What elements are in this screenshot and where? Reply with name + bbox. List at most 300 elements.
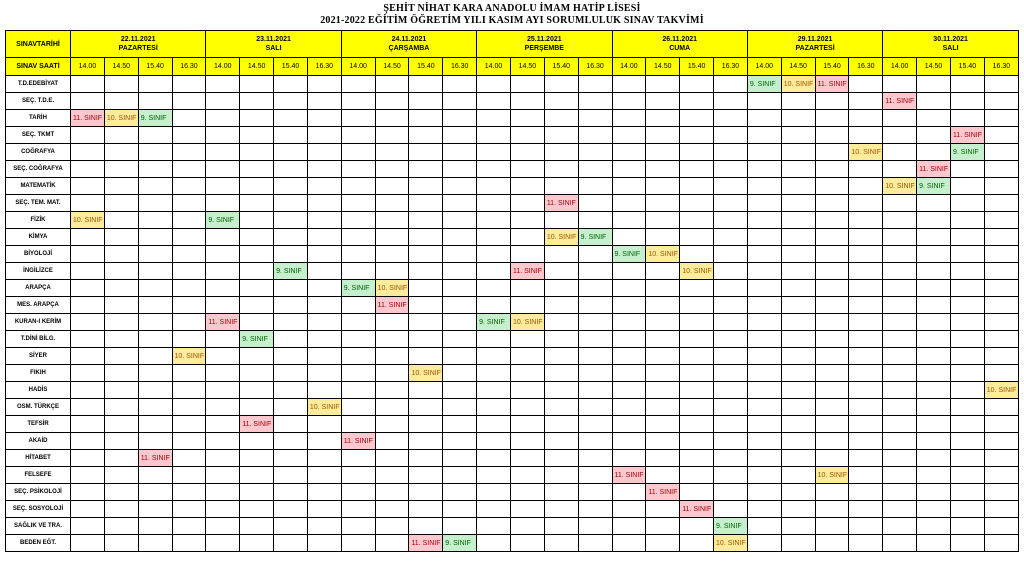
date-header-label: SINAVTARİHİ (6, 31, 71, 58)
exam-day: PERŞEMBE (524, 45, 564, 52)
empty-cell (138, 331, 172, 348)
empty-cell (510, 110, 544, 127)
empty-cell (477, 382, 511, 399)
empty-cell (680, 195, 714, 212)
empty-cell (138, 314, 172, 331)
table-row (6, 110, 1019, 127)
time-header-cell: 14.50 (646, 58, 680, 76)
subject-name: T.DİNİ BİLG. (6, 331, 71, 348)
exam-cell: 11. SINIF (612, 467, 646, 484)
empty-cell (104, 144, 138, 161)
empty-cell (815, 484, 849, 501)
table-row (6, 399, 1019, 416)
empty-cell (443, 144, 477, 161)
empty-cell (849, 518, 883, 535)
empty-cell (815, 212, 849, 229)
empty-cell (172, 93, 206, 110)
empty-cell (240, 518, 274, 535)
empty-cell (274, 484, 308, 501)
empty-cell (747, 280, 781, 297)
empty-cell (206, 501, 240, 518)
empty-cell (815, 195, 849, 212)
empty-cell (104, 246, 138, 263)
empty-cell (984, 518, 1018, 535)
empty-cell (849, 331, 883, 348)
empty-cell (815, 297, 849, 314)
empty-cell (714, 76, 748, 93)
empty-cell (172, 297, 206, 314)
empty-cell (477, 535, 511, 552)
empty-cell (341, 178, 375, 195)
empty-cell (71, 365, 105, 382)
exam-cell: 11. SINIF (206, 314, 240, 331)
empty-cell (172, 314, 206, 331)
empty-cell (849, 484, 883, 501)
exam-cell: 11. SINIF (341, 433, 375, 450)
empty-cell (815, 144, 849, 161)
empty-cell (104, 416, 138, 433)
exam-cell: 10. SINIF (71, 212, 105, 229)
empty-cell (612, 127, 646, 144)
empty-cell (510, 416, 544, 433)
empty-cell (917, 297, 951, 314)
empty-cell (138, 297, 172, 314)
time-header-cell: 16.30 (849, 58, 883, 76)
empty-cell (984, 161, 1018, 178)
empty-cell (274, 348, 308, 365)
empty-cell (747, 501, 781, 518)
empty-cell (950, 76, 984, 93)
empty-cell (781, 127, 815, 144)
empty-cell (375, 314, 409, 331)
empty-cell (781, 518, 815, 535)
empty-cell (917, 365, 951, 382)
empty-cell (950, 450, 984, 467)
empty-cell (443, 246, 477, 263)
empty-cell (443, 263, 477, 280)
empty-cell (138, 348, 172, 365)
empty-cell (274, 246, 308, 263)
empty-cell (849, 314, 883, 331)
empty-cell (917, 263, 951, 280)
empty-cell (206, 178, 240, 195)
empty-cell (747, 382, 781, 399)
empty-cell (341, 314, 375, 331)
empty-cell (849, 161, 883, 178)
exam-cell: 11. SINIF (409, 535, 443, 552)
empty-cell (646, 501, 680, 518)
empty-cell (104, 127, 138, 144)
empty-cell (104, 297, 138, 314)
empty-cell (510, 195, 544, 212)
empty-cell (477, 229, 511, 246)
subject-name: SEÇ. TEM. MAT. (6, 195, 71, 212)
exam-cell: 11. SINIF (544, 195, 578, 212)
empty-cell (409, 110, 443, 127)
empty-cell (274, 450, 308, 467)
empty-cell (984, 365, 1018, 382)
empty-cell (138, 484, 172, 501)
empty-cell (274, 314, 308, 331)
empty-cell (883, 348, 917, 365)
empty-cell (883, 195, 917, 212)
empty-cell (510, 450, 544, 467)
exam-cell: 9. SINIF (341, 280, 375, 297)
empty-cell (510, 280, 544, 297)
exam-day: PAZARTESİ (118, 45, 158, 52)
empty-cell (781, 93, 815, 110)
empty-cell (917, 433, 951, 450)
empty-cell (443, 161, 477, 178)
table-row (6, 212, 1019, 229)
empty-cell (307, 161, 341, 178)
empty-cell (138, 144, 172, 161)
empty-cell (307, 263, 341, 280)
empty-cell (138, 501, 172, 518)
empty-cell (950, 263, 984, 280)
empty-cell (883, 484, 917, 501)
exam-cell: 10. SINIF (544, 229, 578, 246)
empty-cell (104, 314, 138, 331)
empty-cell (815, 382, 849, 399)
empty-cell (646, 127, 680, 144)
empty-cell (984, 399, 1018, 416)
empty-cell (714, 450, 748, 467)
empty-cell (443, 331, 477, 348)
empty-cell (172, 535, 206, 552)
empty-cell (206, 484, 240, 501)
empty-cell (781, 161, 815, 178)
empty-cell (172, 76, 206, 93)
empty-cell (341, 127, 375, 144)
empty-cell (510, 144, 544, 161)
empty-cell (240, 76, 274, 93)
empty-cell (950, 382, 984, 399)
empty-cell (206, 382, 240, 399)
empty-cell (409, 382, 443, 399)
empty-cell (578, 93, 612, 110)
date-header-row (6, 31, 1019, 58)
empty-cell (646, 297, 680, 314)
empty-cell (307, 433, 341, 450)
empty-cell (578, 467, 612, 484)
table-row (6, 127, 1019, 144)
empty-cell (578, 416, 612, 433)
empty-cell (477, 110, 511, 127)
empty-cell (950, 399, 984, 416)
time-header-row (6, 58, 1019, 76)
empty-cell (578, 297, 612, 314)
empty-cell (984, 331, 1018, 348)
empty-cell (747, 416, 781, 433)
empty-cell (883, 518, 917, 535)
table-row (6, 467, 1019, 484)
empty-cell (781, 229, 815, 246)
subject-name: FELSEFE (6, 467, 71, 484)
time-header-cell: 15.40 (274, 58, 308, 76)
date-header-cell (883, 31, 1019, 58)
empty-cell (443, 127, 477, 144)
empty-cell (984, 280, 1018, 297)
exam-cell: 9. SINIF (138, 110, 172, 127)
empty-cell (984, 195, 1018, 212)
empty-cell (984, 484, 1018, 501)
empty-cell (917, 399, 951, 416)
empty-cell (680, 297, 714, 314)
empty-cell (646, 314, 680, 331)
empty-cell (510, 229, 544, 246)
empty-cell (747, 467, 781, 484)
empty-cell (510, 161, 544, 178)
empty-cell (578, 263, 612, 280)
empty-cell (747, 127, 781, 144)
time-header-cell: 16.30 (307, 58, 341, 76)
empty-cell (612, 229, 646, 246)
empty-cell (138, 161, 172, 178)
empty-cell (138, 195, 172, 212)
empty-cell (443, 297, 477, 314)
empty-cell (646, 93, 680, 110)
empty-cell (307, 365, 341, 382)
exam-cell: 10. SINIF (781, 76, 815, 93)
empty-cell (714, 110, 748, 127)
empty-cell (274, 195, 308, 212)
empty-cell (714, 178, 748, 195)
empty-cell (341, 195, 375, 212)
subject-name: FIKIH (6, 365, 71, 382)
empty-cell (680, 365, 714, 382)
time-header-cell: 16.30 (172, 58, 206, 76)
empty-cell (138, 433, 172, 450)
exam-date: 23.11.2021 (256, 36, 291, 43)
empty-cell (274, 212, 308, 229)
empty-cell (71, 416, 105, 433)
time-header-cell: 16.30 (984, 58, 1018, 76)
exam-cell: 10. SINIF (104, 110, 138, 127)
empty-cell (307, 229, 341, 246)
empty-cell (984, 297, 1018, 314)
empty-cell (544, 365, 578, 382)
subject-name: FİZİK (6, 212, 71, 229)
empty-cell (71, 280, 105, 297)
empty-cell (71, 127, 105, 144)
empty-cell (984, 110, 1018, 127)
empty-cell (138, 399, 172, 416)
empty-cell (510, 399, 544, 416)
empty-cell (240, 212, 274, 229)
empty-cell (240, 314, 274, 331)
empty-cell (477, 399, 511, 416)
empty-cell (409, 246, 443, 263)
empty-cell (443, 484, 477, 501)
empty-cell (172, 263, 206, 280)
empty-cell (578, 246, 612, 263)
time-header-cell: 15.40 (138, 58, 172, 76)
empty-cell (680, 127, 714, 144)
table-row (6, 144, 1019, 161)
empty-cell (307, 195, 341, 212)
empty-cell (510, 535, 544, 552)
empty-cell (274, 331, 308, 348)
empty-cell (172, 212, 206, 229)
empty-cell (409, 331, 443, 348)
empty-cell (544, 127, 578, 144)
exam-cell: 10. SINIF (984, 382, 1018, 399)
empty-cell (341, 399, 375, 416)
empty-cell (714, 314, 748, 331)
empty-cell (714, 127, 748, 144)
empty-cell (849, 127, 883, 144)
empty-cell (612, 331, 646, 348)
empty-cell (781, 144, 815, 161)
empty-cell (950, 161, 984, 178)
subject-name: AKAİD (6, 433, 71, 450)
empty-cell (375, 144, 409, 161)
empty-cell (104, 399, 138, 416)
empty-cell (375, 263, 409, 280)
empty-cell (747, 518, 781, 535)
empty-cell (578, 127, 612, 144)
empty-cell (138, 229, 172, 246)
empty-cell (849, 195, 883, 212)
empty-cell (443, 212, 477, 229)
empty-cell (578, 331, 612, 348)
empty-cell (71, 348, 105, 365)
empty-cell (409, 144, 443, 161)
empty-cell (646, 161, 680, 178)
empty-cell (409, 399, 443, 416)
empty-cell (544, 280, 578, 297)
empty-cell (680, 144, 714, 161)
empty-cell (883, 127, 917, 144)
empty-cell (680, 110, 714, 127)
empty-cell (680, 450, 714, 467)
empty-cell (409, 314, 443, 331)
empty-cell (477, 450, 511, 467)
empty-cell (206, 535, 240, 552)
empty-cell (815, 127, 849, 144)
empty-cell (104, 450, 138, 467)
empty-cell (409, 212, 443, 229)
empty-cell (781, 178, 815, 195)
empty-cell (477, 144, 511, 161)
empty-cell (781, 331, 815, 348)
empty-cell (172, 450, 206, 467)
empty-cell (680, 229, 714, 246)
time-header-cell: 16.30 (714, 58, 748, 76)
empty-cell (612, 76, 646, 93)
empty-cell (477, 484, 511, 501)
empty-cell (544, 331, 578, 348)
empty-cell (443, 416, 477, 433)
empty-cell (443, 365, 477, 382)
empty-cell (747, 314, 781, 331)
time-header-cell: 16.30 (443, 58, 477, 76)
empty-cell (646, 110, 680, 127)
time-header-label: SINAV SAATİ (6, 58, 71, 76)
empty-cell (917, 331, 951, 348)
empty-cell (274, 110, 308, 127)
empty-cell (274, 433, 308, 450)
empty-cell (477, 416, 511, 433)
empty-cell (172, 110, 206, 127)
empty-cell (544, 501, 578, 518)
empty-cell (578, 484, 612, 501)
empty-cell (443, 76, 477, 93)
exam-day: SALI (265, 45, 282, 52)
empty-cell (917, 76, 951, 93)
empty-cell (409, 263, 443, 280)
empty-cell (409, 467, 443, 484)
empty-cell (815, 178, 849, 195)
empty-cell (510, 212, 544, 229)
empty-cell (781, 467, 815, 484)
empty-cell (984, 501, 1018, 518)
empty-cell (984, 229, 1018, 246)
empty-cell (578, 195, 612, 212)
empty-cell (815, 348, 849, 365)
empty-cell (409, 161, 443, 178)
empty-cell (375, 450, 409, 467)
empty-cell (680, 93, 714, 110)
empty-cell (307, 110, 341, 127)
empty-cell (950, 348, 984, 365)
exam-cell: 10. SINIF (849, 144, 883, 161)
empty-cell (815, 161, 849, 178)
empty-cell (984, 433, 1018, 450)
table-row (6, 161, 1019, 178)
empty-cell (680, 535, 714, 552)
table-row (6, 484, 1019, 501)
table-row (6, 382, 1019, 399)
exam-date: 24.11.2021 (391, 36, 427, 43)
empty-cell (984, 127, 1018, 144)
empty-cell (781, 280, 815, 297)
empty-cell (883, 501, 917, 518)
empty-cell (950, 535, 984, 552)
empty-cell (612, 178, 646, 195)
empty-cell (544, 535, 578, 552)
empty-cell (71, 518, 105, 535)
empty-cell (714, 144, 748, 161)
empty-cell (138, 280, 172, 297)
table-row (6, 229, 1019, 246)
empty-cell (680, 178, 714, 195)
empty-cell (849, 280, 883, 297)
empty-cell (747, 212, 781, 229)
empty-cell (477, 331, 511, 348)
empty-cell (206, 76, 240, 93)
empty-cell (646, 467, 680, 484)
empty-cell (714, 331, 748, 348)
empty-cell (849, 399, 883, 416)
empty-cell (917, 229, 951, 246)
subject-name: BİYOLOJİ (6, 246, 71, 263)
empty-cell (274, 399, 308, 416)
empty-cell (138, 93, 172, 110)
empty-cell (578, 518, 612, 535)
schedule-title: 2021-2022 EĞİTİM ÖĞRETİM YILI KASIM AYI SORUMLULUK SINAV TAKVİMİ (320, 15, 704, 26)
empty-cell (274, 229, 308, 246)
empty-cell (950, 110, 984, 127)
empty-cell (206, 144, 240, 161)
empty-cell (240, 161, 274, 178)
empty-cell (206, 195, 240, 212)
exam-cell: 9. SINIF (714, 518, 748, 535)
empty-cell (612, 399, 646, 416)
empty-cell (206, 331, 240, 348)
empty-cell (646, 178, 680, 195)
